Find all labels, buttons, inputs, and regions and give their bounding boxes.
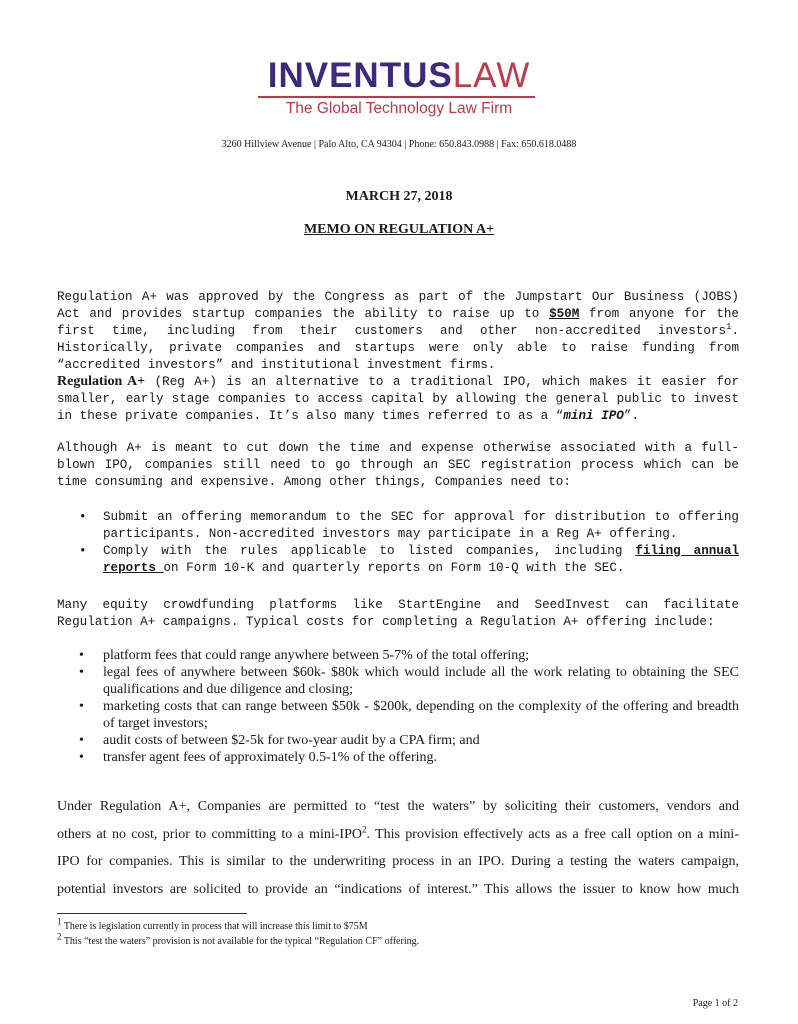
p1-text-c: . Historically, private companies and startups were only able to raise funding from “accredited investors” and institutional investment firms. — [57, 324, 739, 372]
list-item-text: marketing costs that can range between $50k - $200k, depending on the complexity of the offering and breadth of target investors; — [103, 699, 739, 731]
paragraph-test-waters — [57, 793, 739, 903]
list-item — [57, 732, 739, 749]
footnote-number: 1 — [57, 916, 62, 927]
filing-annual-reports-link[interactable]: filing annual reports — [103, 544, 739, 575]
paragraph-definition — [57, 373, 739, 425]
p5-line: IPO for companies. This is similar to the underwriting process in an IPO. During a testing the waters campaign, — [57, 854, 739, 869]
p2-emphasis: mini IPO — [563, 409, 624, 423]
amount-link[interactable]: $50M — [549, 307, 580, 321]
firm-address: 3260 Hillview Avenue | Palo Alto, CA 94304 | Phone: 650.843.0988 | Fax: 650.618.0488 — [221, 139, 577, 150]
memo-title — [0, 222, 798, 238]
logo-divider — [258, 96, 535, 98]
logo-light-text: LAW — [452, 56, 531, 95]
p2-text-a: (Reg A+) is an alternative to a traditional IPO, which makes it easier for smaller, early stage companies to access capital by allowing the general public to invest in these private companies. It’s also many times referred to as a “ — [57, 375, 740, 423]
p1-text-a: Regulation A+ was approved by the Congress as part of the Jumpstart Our Business (JOBS) Act and provides startup companies the ability to raise up to — [57, 290, 739, 321]
list-item-text: on Form 10-K and quarterly reports on Form 10-Q with the SEC. — [163, 561, 625, 575]
p5-text: others at no cost, prior to committing to a mini-IPO — [57, 826, 362, 842]
list-item — [57, 509, 739, 543]
bullet: • — [79, 733, 84, 748]
p5-text: . This provision effectively acts as a free call option on a mini- — [366, 826, 739, 842]
list-item — [57, 647, 739, 664]
bullet: • — [79, 750, 84, 765]
requirements-list — [57, 509, 739, 577]
list-item-text: audit costs of between $2-5k for two-year audit by a CPA firm; and — [103, 733, 480, 748]
memo-title-text: MEMO ON REGULATION A+ — [303, 222, 495, 237]
bullet: • — [79, 699, 84, 714]
p2-text-b: ”. — [623, 409, 639, 423]
footnote-ref-2[interactable]: 2 — [361, 823, 367, 834]
bullet: • — [79, 665, 84, 680]
list-item-text: legal fees of anywhere between $60k- $80k which would include all the work relating to obtaining the SEC qualifications and due diligence and closing; — [103, 665, 739, 697]
p1-text-b: from anyone for the first time, including from their customers and other non-accredited investors — [57, 307, 739, 338]
logo-bold-text: INVENTUS — [267, 56, 453, 95]
footnote-text: There is legislation currently in process that will increase this limit to $75M — [61, 921, 368, 932]
memo-date: MARCH 27, 2018 — [345, 189, 453, 204]
footnote-2 — [57, 931, 420, 947]
p5-line — [57, 821, 739, 849]
costs-list — [57, 647, 739, 766]
p2-bold: Regulation A+ — [57, 374, 146, 389]
list-item — [57, 543, 739, 577]
footnote-ref-1[interactable]: 1 — [726, 321, 732, 332]
paragraph-intro — [57, 289, 739, 374]
list-item-text: Submit an offering memorandum to the SEC for approval for distribution to offering participants. Non-accredited investors may participate in a Reg A+ offering. — [103, 510, 739, 541]
paragraph-crowdfunding: Many equity crowdfunding platforms like StartEngine and SeedInvest can facilitate Regulation A+ campaigns. Typical costs for completing a Regulation A+ offering include: — [57, 598, 739, 629]
bullet: • — [79, 544, 87, 558]
list-item — [57, 664, 739, 698]
footnote-1 — [57, 916, 368, 932]
list-item-text: Comply with the rules applicable to listed companies, including — [103, 544, 636, 558]
list-item-text: transfer agent fees of approximately 0.5-1% of the offering. — [103, 750, 438, 765]
paragraph-requirements: Although A+ is meant to cut down the time and expense otherwise associated with a full-blown IPO, companies still need to go through an SEC registration process which can be time consuming and expensive. Among other things, Companies need to: — [57, 441, 739, 489]
list-item — [57, 749, 739, 766]
firm-tagline: The Global Technology Law Firm — [285, 100, 513, 117]
footnote-number: 2 — [57, 931, 62, 942]
bullet: • — [79, 648, 84, 663]
footnote-divider — [57, 913, 247, 914]
list-item-text: platform fees that could range anywhere between 5-7% of the total offering; — [103, 648, 530, 663]
p5-line: potential investors are solicited to provide an “indications of interest.” This allows the issuer to know how much — [57, 881, 739, 897]
bullet: • — [79, 510, 87, 524]
p5-line: Under Regulation A+, Companies are permitted to “test the waters” by soliciting their customers, vendors and — [57, 799, 739, 814]
list-item — [57, 698, 739, 732]
footnote-text: This “test the waters” provision is not available for the typical “Regulation CF” offering. — [61, 936, 420, 947]
firm-logo — [0, 56, 798, 96]
page-number: Page 1 of 2 — [692, 998, 738, 1009]
